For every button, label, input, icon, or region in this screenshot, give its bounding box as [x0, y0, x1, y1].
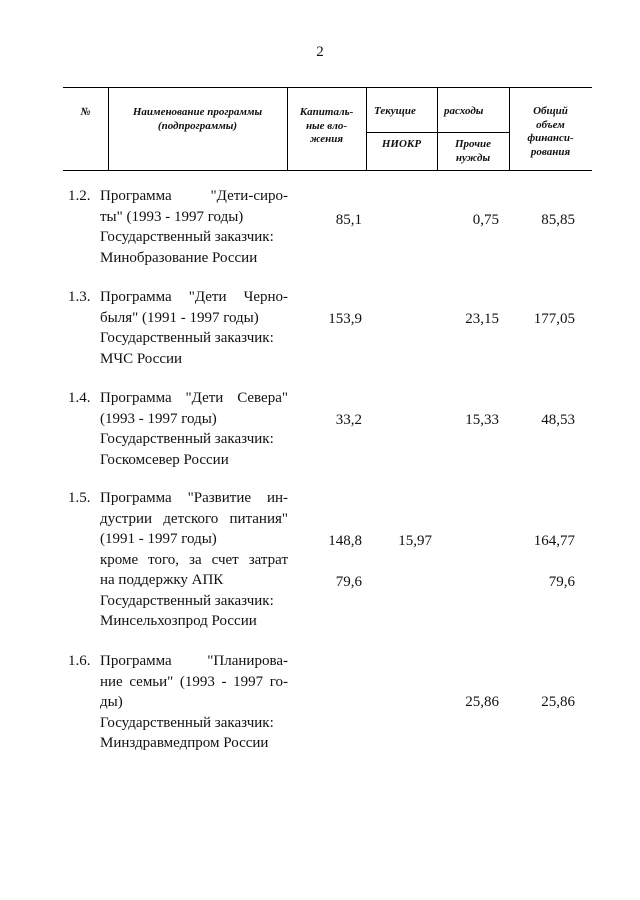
program-description: Программа "Развитие ин- дустрии детского питания" (1991 - 1997 годы) кроме того, за счет затрат на поддержку АПК Государственный заказчик: Минсельхозпрод России — [100, 490, 288, 629]
row-number: 1.4. — [68, 390, 91, 406]
program-description: Программа "Дети Черно- быля" (1991 - 1997 годы) Государственный заказчик: МЧС России — [100, 289, 288, 367]
row-number: 1.6. — [68, 653, 91, 669]
program-description: Программа "Дети Севера" (1993 - 1997 годы) Государственный заказчик: Госкомсевер России — [100, 390, 288, 468]
program-description: Программа "Планирова- ние семьи" (1993 - 1997 го- ды) Государственный заказчик: Минздравмедпром России — [100, 653, 288, 751]
row-number: 1.5. — [68, 490, 91, 506]
capital-value: 33,2 — [335, 412, 362, 428]
page-number: 2 — [316, 44, 324, 60]
other-needs-value: 15,33 — [465, 412, 499, 428]
total-value: 177,05 — [533, 311, 575, 327]
capital-value: 148,8 — [328, 533, 362, 549]
other-needs-value: 23,15 — [465, 311, 499, 327]
extra-total-value: 79,6 — [548, 574, 575, 590]
other-needs-value: 0,75 — [472, 212, 499, 228]
header-niokr: НИОКР — [381, 138, 422, 150]
capital-value: 153,9 — [328, 311, 362, 327]
extra-capital-value: 79,6 — [335, 574, 362, 590]
header-capital: Капиталь- ные вло- жения — [299, 106, 354, 145]
row-number: 1.3. — [68, 289, 91, 305]
table-header: № Наименование программы (подпрограммы) Капиталь- ные вло- жения Текущие расходы НИОКР Прочие нужды Общий объем финанси- рования — [63, 87, 592, 171]
niokr-value: 15,97 — [398, 533, 432, 549]
row-number: 1.2. — [68, 188, 91, 204]
other-needs-value: 25,86 — [465, 694, 499, 710]
header-subdivider — [366, 132, 509, 133]
header-name: Наименование программы (подпрограммы) — [132, 106, 263, 132]
header-num: № — [80, 106, 91, 118]
header-divider — [366, 88, 367, 170]
total-value: 48,53 — [541, 412, 575, 428]
program-description: Программа "Дети-сиро- ты" (1993 - 1997 годы) Государственный заказчик: Минобразование России — [100, 188, 288, 266]
header-other-needs: Прочие нужды — [454, 138, 492, 164]
total-value: 25,86 — [541, 694, 575, 710]
total-value: 85,85 — [541, 212, 575, 228]
capital-value: 85,1 — [335, 212, 362, 228]
header-total: Общий объем финанси- рования — [527, 105, 574, 158]
total-value: 164,77 — [533, 533, 575, 549]
